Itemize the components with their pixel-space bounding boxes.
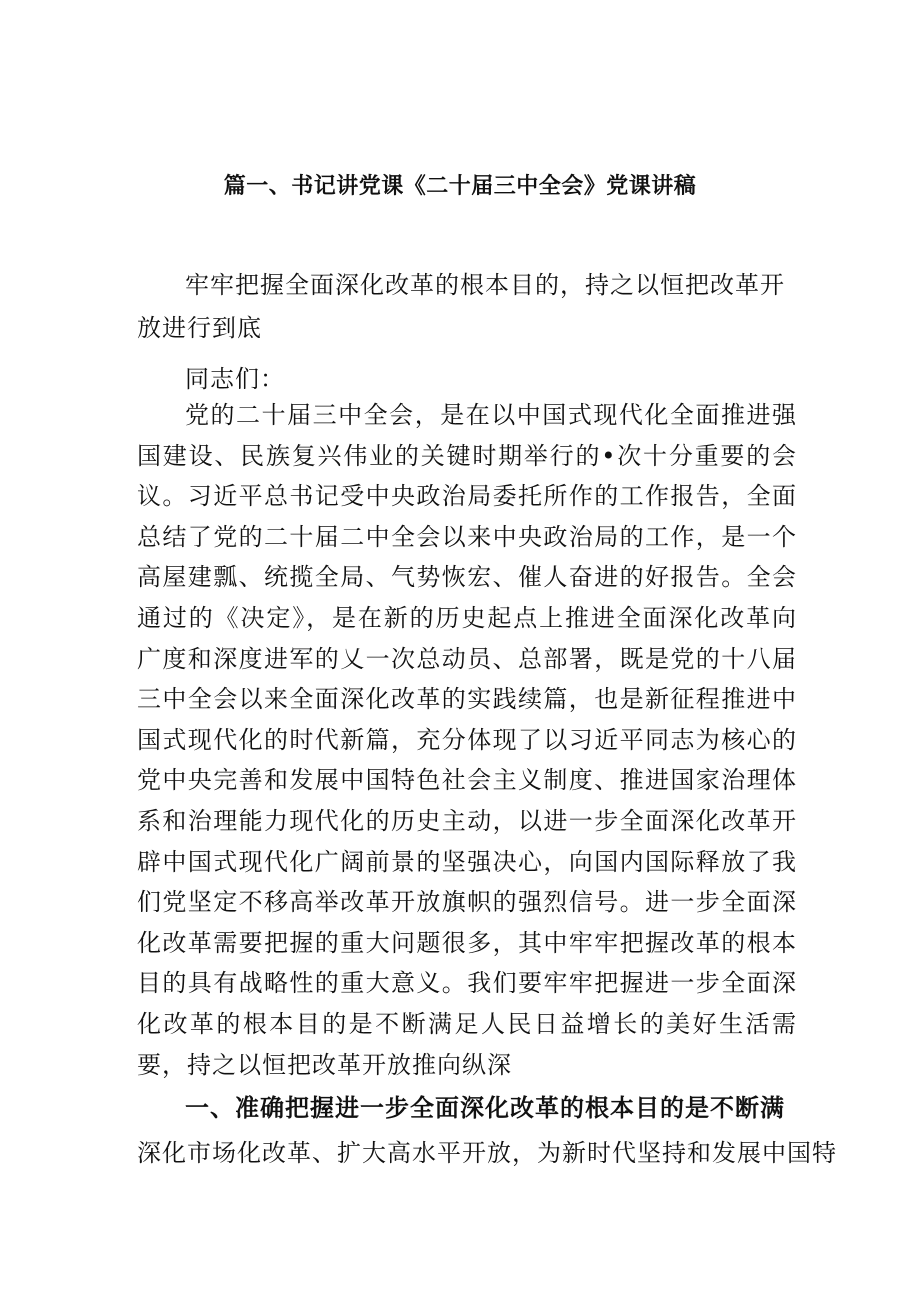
section-heading: 一、准确把握进一步全面深化改革的根本目的是不断满: [185, 1093, 785, 1122]
greeting-line: 同志们：: [185, 365, 285, 393]
body-paragraph: 党的二十届三中全会，是在以中国式现代化全面推进强国建设、民族复兴伟业的关键时期举行的•次十分重要的会议。习近平总书记受中央政治局委托所作的工作报告，全面总结了党的二十届二中全会以来中央政治局的工作，是一个高屋建瓢、统揽全局、气势恢宏、催人奋进的好报告。全会通过的《决定》，是在新的历史起点上推进全面深化改革向广度和深度进军的乂一次总动员、总部署，既是党的十八届三中全会以来全面深化改革的实践续篇，也是新征程推进中国式现代化的时代新篇，充分体现了以习近平同志为核心的党中央完善和发展中国特色社会主义制度、推进国家治理体系和治理能力现代化的历史主动，以进一步全面深化改革开辟中国式现代化广阔前景的坚强决心，向国内国际释放了我们党坚定不移高举改革开放旗帜的强烈信号。进一步全面深化改革需要把握的重大问题很多，其中牢牢把握改革的根本目的具有战略性的重大意义。我们要牢牢把握进一步全面深化改革的根本目的是不断满足人民日益增长的美好生活需要，持之以恒把改革开放推向纵深: [137, 401, 797, 1079]
speech-subtitle: 牢牢把握全面深化改革的根本目的，持之以恒把改革开放进行到底: [137, 271, 785, 342]
body-continuation-line: 深化市场化改革、扩大高水平开放，为新时代坚持和发展中国特: [137, 1139, 837, 1167]
document-title: 篇一、书记讲党课《二十届三中全会》党课讲稿: [223, 173, 697, 199]
